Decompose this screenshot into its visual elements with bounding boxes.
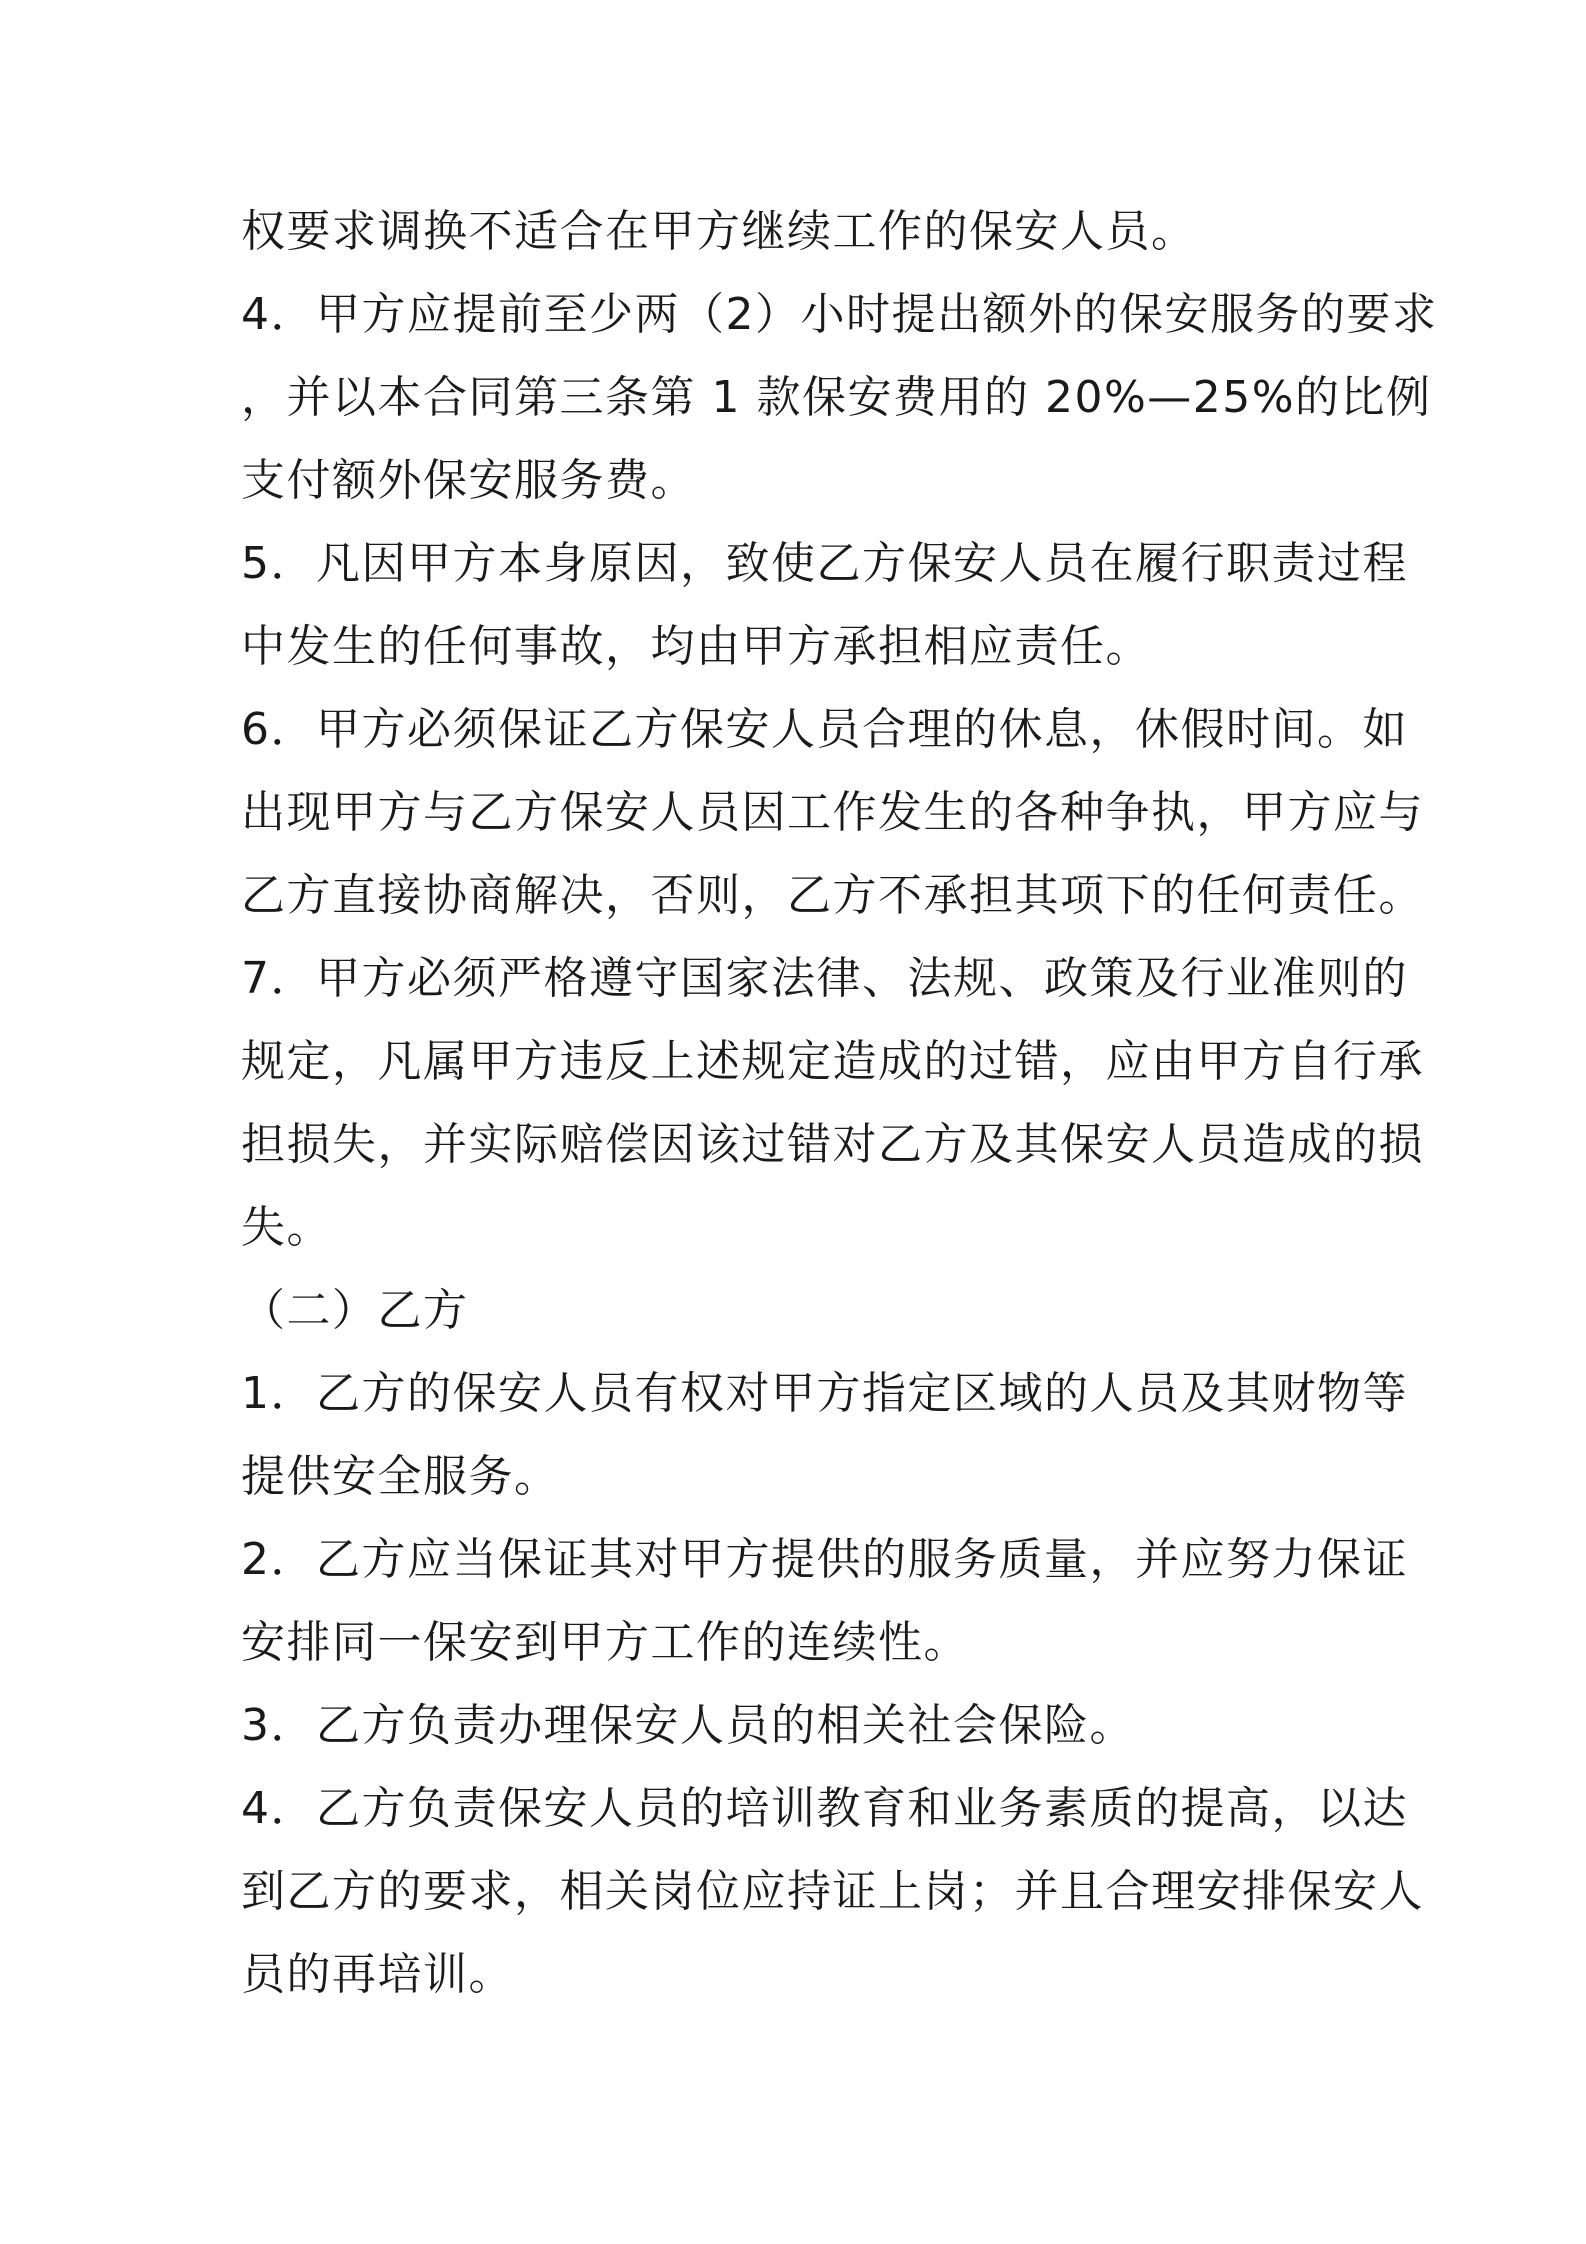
party-b-clause-2-line-2: 安排同一保安到甲方工作的连续性。: [241, 1617, 969, 1668]
clause-6-line-2: 出现甲方与乙方保安人员因工作发生的各种争执，甲方应与: [241, 787, 1424, 838]
clause-7-line-4: 失。: [241, 1202, 332, 1253]
clause-4-line-2: ，并以本合同第三条第 1 款保安费用的 20%—25%的比例: [241, 372, 1432, 423]
clause-7-line-3: 担损失，并实际赔偿因该过错对乙方及其保安人员造成的损: [241, 1119, 1424, 1170]
clause-7-line-1: 7．甲方必须严格遵守国家法律、法规、政策及行业准则的: [241, 953, 1408, 1004]
party-b-clause-4-line-3: 员的再培训。: [241, 1949, 514, 2000]
clause-4-line-1: 4．甲方应提前至少两（2）小时提出额外的保安服务的要求: [241, 289, 1438, 340]
party-b-clause-4-line-2: 到乙方的要求，相关岗位应持证上岗；并且合理安排保安人: [241, 1866, 1424, 1917]
party-b-clause-1-line-1: 1．乙方的保安人员有权对甲方指定区域的人员及其财物等: [241, 1368, 1408, 1419]
clause-6-line-1: 6．甲方必须保证乙方保安人员合理的休息，休假时间。如: [241, 704, 1408, 755]
party-b-clause-4-line-1: 4．乙方负责保安人员的培训教育和业务素质的提高，以达: [241, 1783, 1408, 1834]
clause-4-line-3: 支付额外保安服务费。: [241, 455, 696, 506]
clause-5-line-1: 5．凡因甲方本身原因，致使乙方保安人员在履行职责过程: [241, 538, 1408, 589]
party-b-clause-3-line-1: 3．乙方负责办理保安人员的相关社会保险。: [241, 1700, 1135, 1751]
text-line: 权要求调换不适合在甲方继续工作的保安人员。: [241, 206, 1197, 257]
section-heading-party-b: （二）乙方: [241, 1285, 469, 1336]
party-b-clause-1-line-2: 提供安全服务。: [241, 1451, 560, 1502]
party-b-clause-2-line-1: 2．乙方应当保证其对甲方提供的服务质量，并应努力保证: [241, 1534, 1408, 1585]
document-body: [241, 190, 1438, 2016]
clause-6-line-3: 乙方直接协商解决，否则，乙方不承担其项下的任何责任。: [241, 870, 1424, 921]
clause-5-line-2: 中发生的任何事故，均由甲方承担相应责任。: [241, 621, 1151, 672]
clause-7-line-2: 规定，凡属甲方违反上述规定造成的过错，应由甲方自行承: [241, 1036, 1424, 1087]
